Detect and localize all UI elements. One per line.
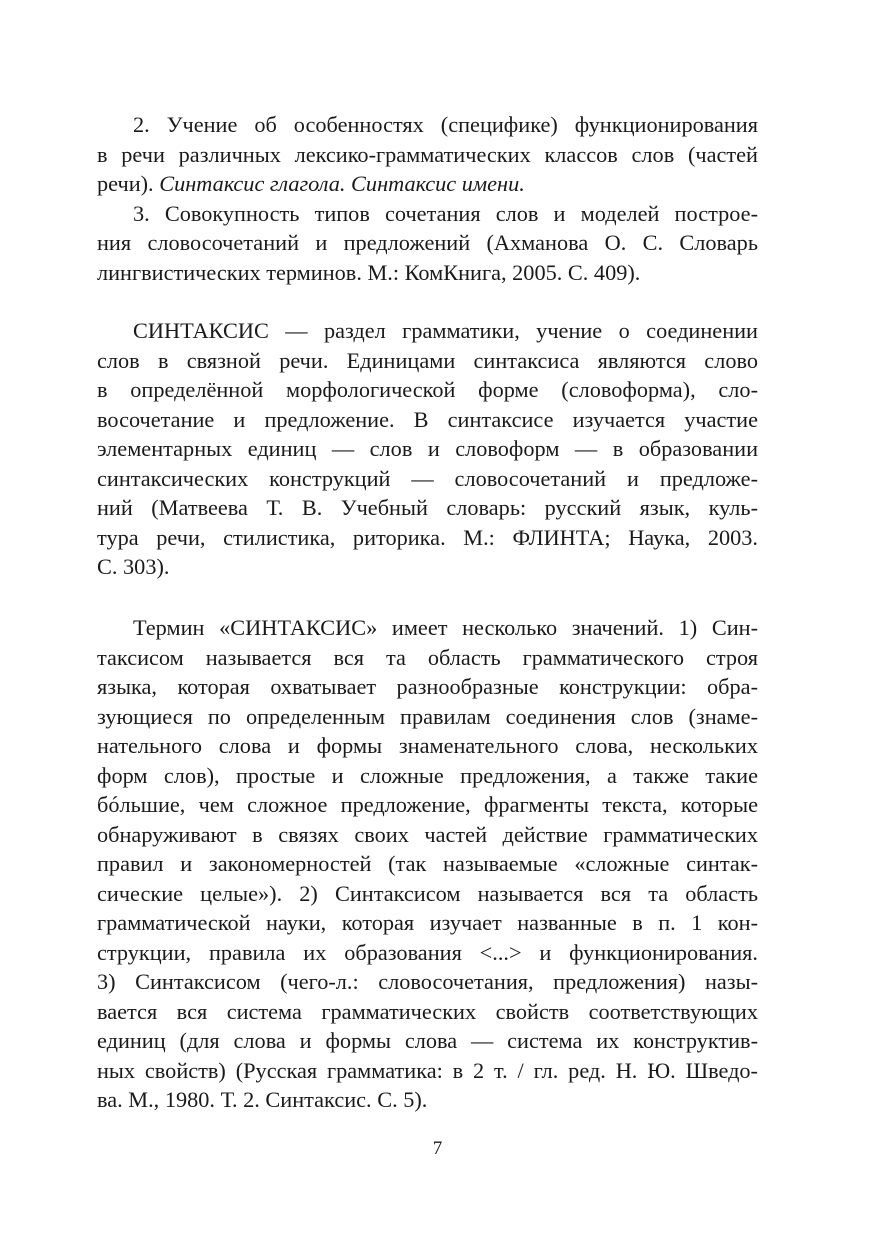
paragraph-term-meanings bbox=[97, 613, 758, 1115]
text-line: единиц (для слова и формы слова — система их конструктив- bbox=[97, 1028, 758, 1053]
text-line: элементарных единиц — слов и словоформ — в образовании bbox=[97, 436, 758, 461]
text-line: 3) Синтаксисом (чего-л.: словосочетания, предложения) назы- bbox=[97, 969, 758, 994]
text-line: в определённой морфологической форме (словоформа), сло- bbox=[97, 377, 758, 402]
text-line: слов в связной речи. Единицами синтаксиса являются слово bbox=[97, 347, 758, 373]
text-line: Термин «СИНТАКСИС» имеет несколько значений. 1) Син- bbox=[133, 615, 758, 640]
text-line: бóльшие, чем сложное предложение, фрагменты текста, которые bbox=[97, 792, 758, 817]
page-number: 7 bbox=[432, 1138, 443, 1159]
text-line bbox=[97, 169, 758, 199]
text-line: зующиеся по определенным правилам соединения слов (знаме- bbox=[97, 703, 758, 729]
text-line: вается вся система грамматических свойств соответствующих bbox=[97, 998, 758, 1024]
text-line: синтаксических конструкций — словосочетаний и предложе- bbox=[97, 465, 758, 491]
text-line: ний (Матвеева Т. В. Учебный словарь: русский язык, куль- bbox=[97, 495, 758, 520]
paragraph-meaning-2-3 bbox=[97, 110, 758, 287]
text-line: тура речи, стилистика, риторика. М.: ФЛИНТА; Наука, 2003. bbox=[97, 524, 758, 550]
text-line: восочетание и предложение. В синтаксисе изучается участие bbox=[97, 406, 758, 432]
text-line: нательного слова и формы знаменательного слова, нескольких bbox=[97, 733, 758, 758]
text-line: ния словосочетаний и предложений (Ахманова О. С. Словарь bbox=[97, 230, 758, 255]
paragraph-definition-matveeva bbox=[97, 316, 758, 582]
text-line: струкции, правила их образования <...> и функционирования. bbox=[97, 939, 758, 965]
text-line: обнаруживают в связях своих частей действие грамматических bbox=[97, 821, 758, 847]
text-line: языка, которая охватывает разнообразные конструкции: обра- bbox=[97, 674, 758, 699]
italic-text-run: Синтаксис глагола. Синтаксис имени. bbox=[159, 171, 525, 196]
text-line: таксисом называется вся та область грамматического строя bbox=[97, 644, 758, 670]
text-line: С. 303). bbox=[97, 554, 170, 579]
text-line: форм слов), простые и сложные предложения, а также такие bbox=[97, 762, 758, 788]
text-line: ва. М., 1980. Т. 2. Синтаксис. С. 5). bbox=[97, 1087, 428, 1112]
text-line: в речи различных лексико-грамматических классов слов (частей bbox=[97, 141, 758, 167]
text-line: 3. Совокупность типов сочетания слов и моделей построе- bbox=[133, 200, 758, 226]
text-run: речи). bbox=[97, 171, 154, 196]
text-line: 2. Учение об особенностях (специфике) функционирования bbox=[133, 112, 758, 137]
text-line: СИНТАКСИС — раздел грамматики, учение о соединении bbox=[133, 318, 758, 343]
text-line: правил и закономерностей (так называемые «сложные синтак- bbox=[97, 851, 758, 876]
text-line: ных свойств) (Русская грамматика: в 2 т. / гл. ред. Н. Ю. Шведо- bbox=[97, 1057, 758, 1083]
text-line: грамматической науки, которая изучает названные в п. 1 кон- bbox=[97, 910, 758, 935]
text-line: лингвистических терминов. М.: КомКнига, 2005. С. 409). bbox=[97, 259, 641, 285]
text-line: сические целые»). 2) Синтаксисом называется вся та область bbox=[97, 880, 758, 906]
